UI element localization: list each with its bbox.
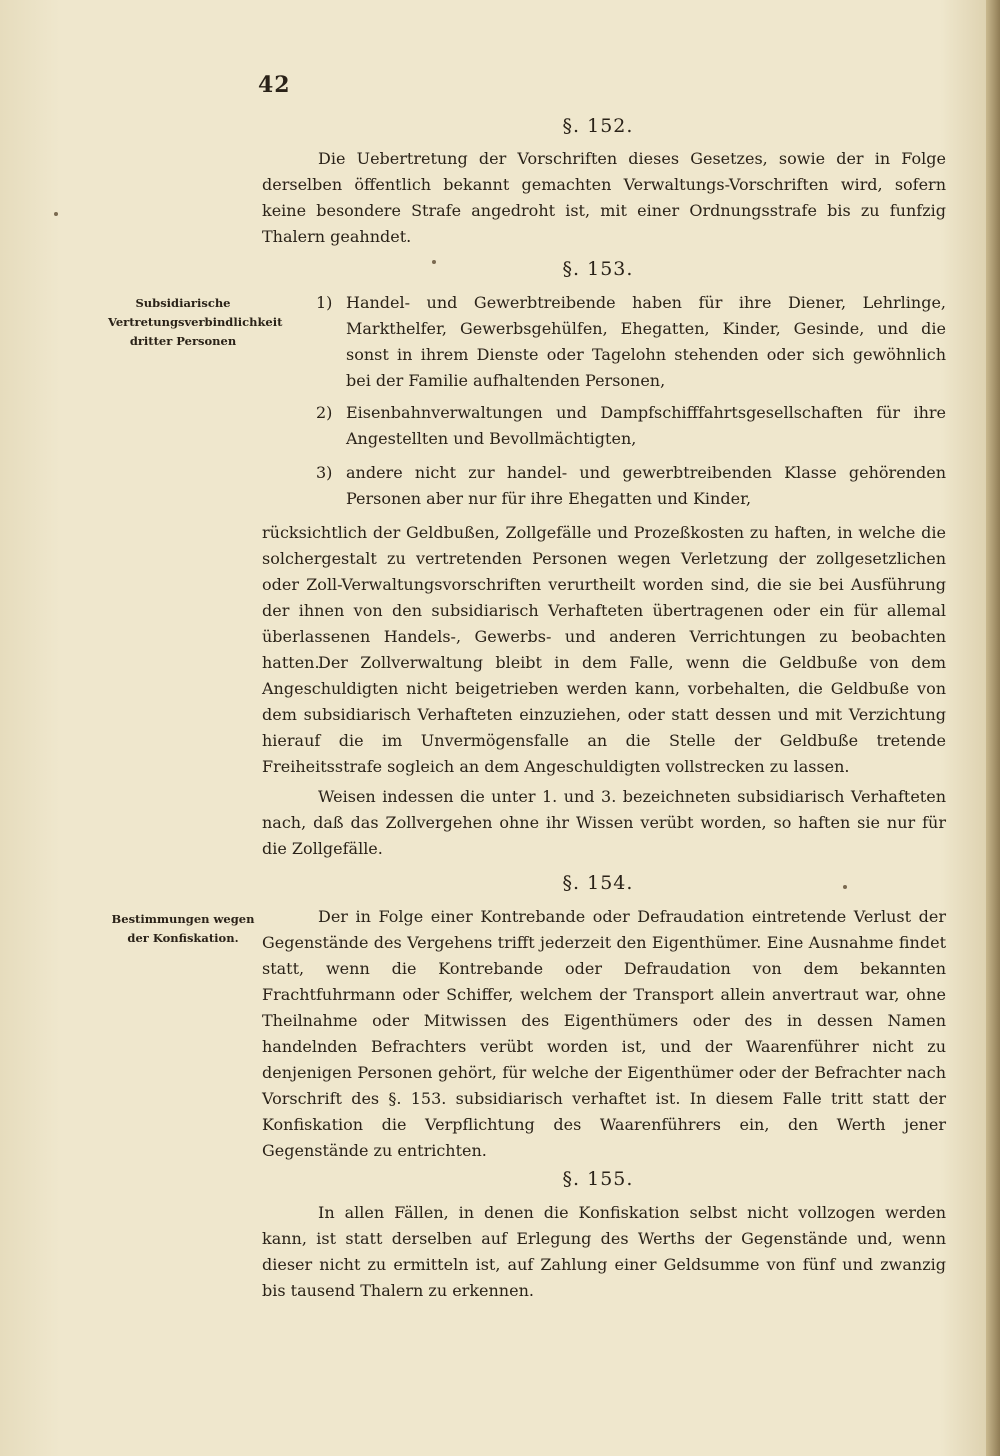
section-heading-154: §. 154. <box>562 872 634 894</box>
page-number: 42 <box>258 72 291 98</box>
list-item <box>316 290 946 394</box>
section-heading-153: §. 153. <box>562 258 634 280</box>
list-item-text: Handel- und Gewerbtreibende haben für ihre Diener, Lehrlinge, Markthelfer, Gewerbsgehülfen, Ehegatten, Kinder, Gesinde, und die sonst in ihrem Dienste oder Tagelohn stehenden oder sich gewöhnlich bei der Familie aufhaltenden Personen, <box>346 293 946 390</box>
section-153-paragraph-3: Weisen indessen die unter 1. und 3. bezeichneten subsidiarisch Verhafteten nach, daß das Zollvergehen ohne ihr Wissen verübt worden, so haften sie nur für die Zollgefälle. <box>262 787 946 858</box>
section-153-continuation: rücksichtlich der Geldbußen, Zollgefälle und Prozeßkosten zu haften, in welche die solchergestalt zu vertretenden Personen wegen Verletzung der zollgesetzlichen oder Zoll-Verwaltungsvorschriften verurtheilt worden sind, die sie bei Ausführung der ihnen von den subsidiarisch Verhafteten übertragenen oder ein für allemal überlassenen Handels-, Gewerbs- und anderen Verrichtungen zu beobachten hatten. <box>262 523 946 672</box>
page-binding-edge <box>986 0 1000 1456</box>
section-155-text: In allen Fällen, in denen die Konfiskation selbst nicht vollzogen werden kann, ist statt derselben auf Erlegung des Werths der Gegenstände und, wenn dieser nicht zu ermitteln ist, auf Zahlung einer Geldsumme von fünf und zwanzig bis tausend Thalern zu erkennen. <box>262 1203 946 1300</box>
list-item-number: 3) <box>316 463 333 482</box>
list-item <box>316 400 946 452</box>
list-item-text: andere nicht zur handel- und gewerbtreibenden Klasse gehörenden Personen aber nur für ihre Ehegatten und Kinder, <box>346 463 946 508</box>
section-154-text: Der in Folge einer Kontrebande oder Defraudation eintretende Verlust der Gegenstände des Vergehens trifft jederzeit den Eigenthümer. Eine Ausnahme findet statt, wenn die Kontrebande oder Defraudation von dem bekannten Frachtfuhrmann oder Schiffer, welchem der Transport allein anvertraut war, ohne Theilnahme oder Mitwissen des Eigenthümers oder des in dessen Namen handelnden Befrachters verübt worden ist, und der Waarenführer nicht zu denjenigen Personen gehört, für welche der Eigenthümer oder der Befrachter nach Vorschrift des §. 153. subsidiarisch verhaftet ist. In diesem Falle tritt statt der Konfiskation die Verpflichtung des Waarenführers ein, den Werth jener Gegenstände zu entrichten. <box>262 907 946 1160</box>
list-item <box>316 460 946 512</box>
margin-note-confiscation: Bestimmungen wegen der Konfiskation. <box>111 912 255 945</box>
section-152-text: Die Uebertretung der Vorschriften dieses Gesetzes, sowie der in Folge derselben öffentlich bekannt gemachten Verwaltungs-Vorschriften wird, sofern keine besondere Strafe angedroht ist, mit einer Ordnungsstrafe bis zu funfzig Thalern geahndet. <box>262 149 946 246</box>
section-heading-155: §. 155. <box>562 1168 634 1190</box>
ink-speck <box>843 885 847 889</box>
list-item-number: 2) <box>316 403 333 422</box>
ink-speck <box>54 212 58 216</box>
list-item-text: Eisenbahnverwaltungen und Dampfschifffahrtsgesellschaften für ihre Angestellten und Bevollmächtigten, <box>346 403 946 448</box>
section-153-paragraph-2: Der Zollverwaltung bleibt in dem Falle, wenn die Geldbuße von dem Angeschuldigten nicht beigetrieben werden kann, vorbehalten, die Geldbuße von dem subsidiarisch Verhafteten einzuziehen, oder statt dessen und mit Verzichtung hierauf die im Unvermögensfalle an die Stelle der Geldbuße tretende Freiheitsstrafe sogleich an dem Angeschuldigten vollstrecken zu lassen. <box>262 653 946 776</box>
list-item-number: 1) <box>316 293 333 312</box>
section-heading-152: §. 152. <box>562 115 634 137</box>
ink-speck <box>432 260 436 264</box>
margin-note-subsidiary-liability: Subsidiarische Vertretungsverbindlichkeit dritter Personen <box>108 296 283 348</box>
